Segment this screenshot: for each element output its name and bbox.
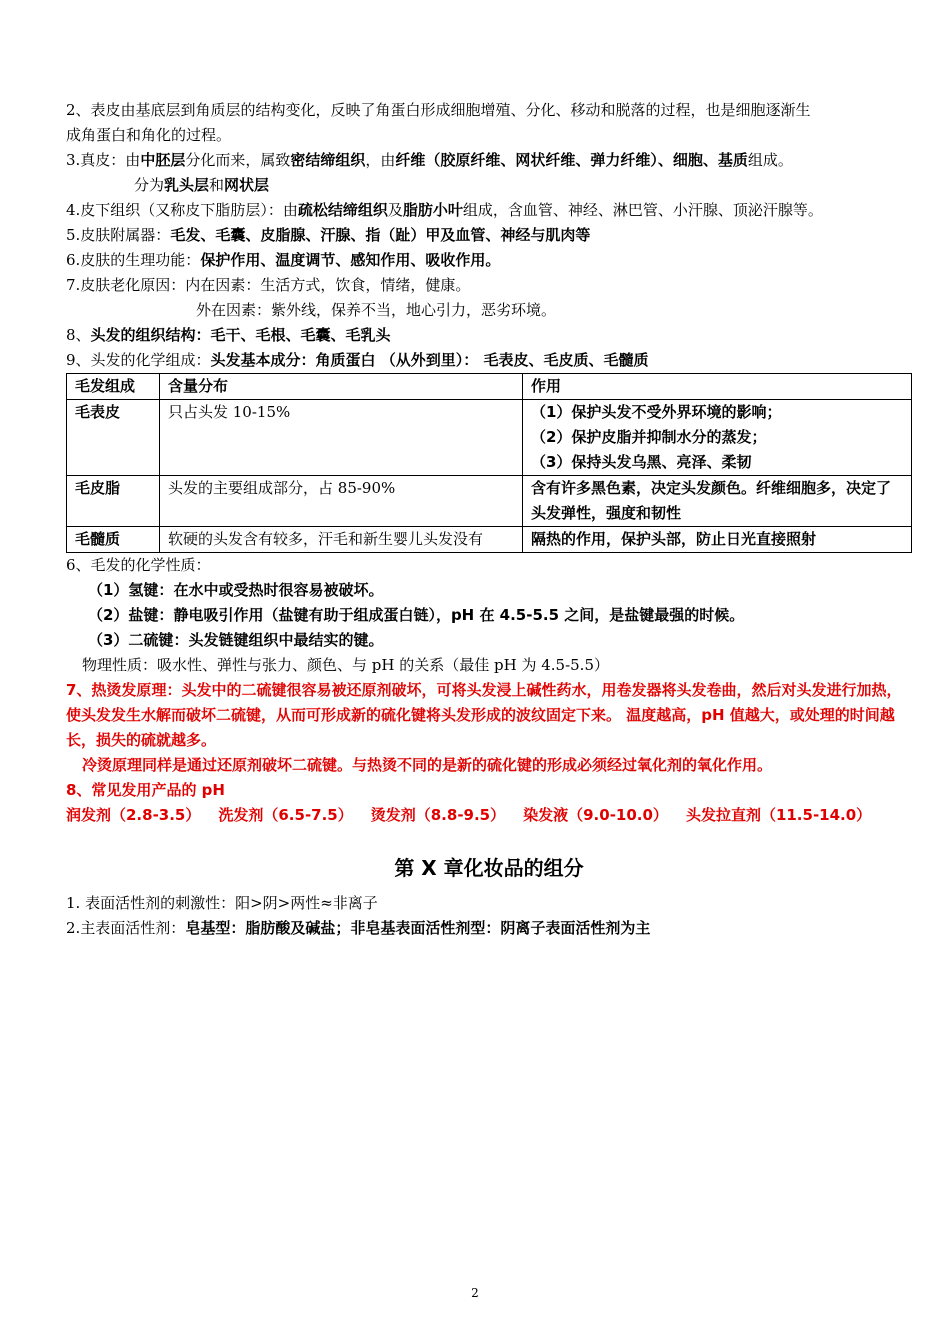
table-header-cell: 含量分布 <box>160 374 523 400</box>
table-header-cell: 作用 <box>523 374 912 400</box>
perm-principle: 7、热烫发原理：头发中的二硫键很容易被还原剂破坏，可将头发浸上碱性药水，用卷发器将头发卷曲，然后对头发进行加热，使头发发生水解而破坏二硫键，从而可形成新的硫化键将头发形成的波纹固定下来。 温度越高，pH 值越大，或处理的时间越长，损失的硫就越多。 <box>66 681 902 749</box>
table-header-cell: 毛发组成 <box>67 374 160 400</box>
paragraph-aging-external: 外在因素：紫外线，保养不当，地心引力，恶劣环境。 <box>196 301 557 319</box>
paragraph-appendages <box>66 223 912 248</box>
bold-text: 中胚层 <box>140 151 186 169</box>
text-line: 成角蛋白和角化的过程。 <box>66 126 232 144</box>
text: 2.主表面活性剂： <box>66 919 186 937</box>
paragraph-dermis-layers <box>66 173 912 198</box>
paragraph-functions <box>66 248 912 273</box>
hair-composition-table <box>66 373 912 553</box>
bold-text: 密结缔组织 <box>290 151 366 169</box>
bold-text: 头发基本成分：角质蛋白 （从外到里）： 毛表皮、毛皮质、毛髓质 <box>210 351 649 369</box>
paragraph-subcutaneous <box>66 198 912 223</box>
text: 9、头发的化学组成： <box>66 351 211 369</box>
chapter-title: 第 X 章化妆品的组分 <box>394 856 584 880</box>
document-body <box>66 98 912 941</box>
text: 6.皮肤的生理功能： <box>66 251 201 269</box>
chem-title: 6、毛发的化学性质： <box>66 556 211 574</box>
ph-item: 烫发剂（8.8-9.5） <box>370 806 506 824</box>
table-cell-name: 毛髓质 <box>67 527 160 553</box>
bold-text: 脂肪小叶 <box>402 201 463 219</box>
text: 4.皮下组织（又称皮下脂肪层）：由 <box>66 201 298 219</box>
main-surfactant <box>66 916 912 941</box>
bold-text: 毛发、毛囊、皮脂腺、汗腺、指（趾）甲及血管、神经与肌肉等 <box>170 226 591 244</box>
paragraph-aging-internal: 7.皮肤老化原因：内在因素：生活方式，饮食，情绪，健康。 <box>66 276 471 294</box>
chem-item: （1）氢键：在水中或受热时很容易被破坏。 <box>88 581 384 599</box>
bold-text: 乳头层 <box>164 176 210 194</box>
text: 和 <box>209 176 225 194</box>
paragraph-hair-structure <box>66 323 912 348</box>
table-cell-content: 软硬的头发含有较多，汗毛和新生婴儿头发没有 <box>160 527 523 553</box>
bold-text: 头发的组织结构：毛干、毛根、毛囊、毛乳头 <box>90 326 391 344</box>
table-cell-content: 头发的主要组成部分，占 85-90% <box>160 476 523 527</box>
text: 分化而来，属致 <box>185 151 291 169</box>
ph-list <box>66 803 912 828</box>
paragraph-epidermis <box>66 98 912 148</box>
chem-item: （2）盐键：静电吸引作用（盐键有助于组成蛋白链），pH 在 4.5-5.5 之间，是盐键最强的时候。 <box>88 606 745 624</box>
bold-text: 皂基型：脂肪酸及碱盐；非皂基表面活性剂型：阴离子表面活性剂为主 <box>185 919 651 937</box>
table-cell-effects <box>523 400 912 476</box>
text: ，由 <box>365 151 396 169</box>
table-row <box>67 527 912 553</box>
surfactant-irritation: 1. 表面活性剂的刺激性：阳>阴>两性≈非离子 <box>66 894 378 912</box>
table-cell-effects: 隔热的作用，保护头部，防止日光直接照射 <box>523 527 912 553</box>
table-cell-effects: 含有许多黑色素，决定头发颜色。纤维细胞多，决定了头发弹性，强度和韧性 <box>523 476 912 527</box>
effect-line: （1）保护头发不受外界环境的影响； <box>531 403 782 421</box>
physical-properties: 物理性质：吸水性、弹性与张力、颜色、与 pH 的关系（最佳 pH 为 4.5-5.5） <box>82 656 609 674</box>
bold-text: 纤维（胶原纤维、网状纤维、弹力纤维）、细胞、基质 <box>395 151 748 169</box>
table-cell-content: 只占头发 10-15% <box>160 400 523 476</box>
bold-text: 疏松结缔组织 <box>297 201 388 219</box>
ph-item: 头发拉直剂（11.5-14.0） <box>685 806 872 824</box>
effect-line: （3）保持头发乌黑、亮泽、柔韧 <box>531 453 752 471</box>
bold-text: 网状层 <box>224 176 270 194</box>
page-number: 2 <box>471 1286 479 1300</box>
ph-item: 洗发剂（6.5-7.5） <box>218 806 353 824</box>
paragraph-dermis <box>66 148 912 173</box>
text: 分为 <box>134 176 165 194</box>
ph-title: 8、常见发用产品的 pH <box>66 781 225 799</box>
ph-item: 染发液（9.0-10.0） <box>523 806 668 824</box>
table-header-row <box>67 374 912 400</box>
table-cell-name: 毛表皮 <box>67 400 160 476</box>
text: 5.皮肤附属器： <box>66 226 171 244</box>
text-line: 2、表皮由基底层到角质层的结构变化，反映了角蛋白形成细胞增殖、分化、移动和脱落的过程，也是细胞逐渐生 <box>66 101 811 119</box>
text: 组成，含血管、神经、淋巴管、小汗腺、顶泌汗腺等。 <box>462 201 823 219</box>
table-row <box>67 476 912 527</box>
text: 3.真皮：由 <box>66 151 141 169</box>
text: 及 <box>387 201 403 219</box>
paragraph-hair-composition <box>66 348 912 373</box>
chem-item: （3）二硫键：头发链键组织中最结实的键。 <box>88 631 384 649</box>
bold-text: 保护作用、温度调节、感知作用、吸收作用。 <box>200 251 501 269</box>
text: 组成。 <box>747 151 793 169</box>
table-row <box>67 400 912 476</box>
effect-line: （2）保护皮脂并抑制水分的蒸发； <box>531 428 767 446</box>
text: 8、 <box>66 326 91 344</box>
cold-perm-principle: 冷烫原理同样是通过还原剂破坏二硫键。与热烫不同的是新的硫化键的形成必须经过氧化剂的氧化作用。 <box>82 756 773 774</box>
table-cell-name: 毛皮脂 <box>67 476 160 527</box>
ph-item: 润发剂（2.8-3.5） <box>66 806 201 824</box>
